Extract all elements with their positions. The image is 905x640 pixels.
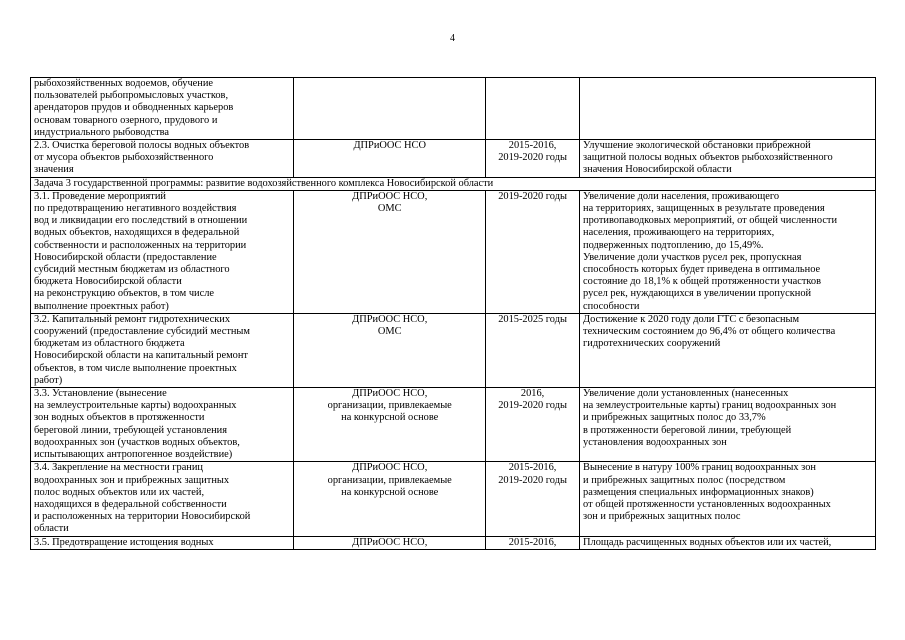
cell-line: по предотвращению негативного воздействия [34,203,237,215]
cell-line: 2015-2025 годы [498,313,567,325]
cell-line: ДПРиООС НСО, [352,388,428,400]
cell-line: в протяженности береговой линии, требующей [583,424,792,436]
cell-line: индустриального рыбоводства [34,126,170,138]
measure-cell [31,313,294,387]
cell-line: Площадь расчищенных водных объектов или их частей, [583,536,832,548]
period-cell [486,78,580,140]
period-cell [486,536,580,549]
cell-line: полос водных объектов или их частей, [34,486,205,498]
cell-line: бюджетам из областного бюджета [34,338,185,350]
cell-line: ОМС [377,326,402,338]
cell-line: на землеустроительные карты) водоохранных [34,400,237,412]
cell-line: на землеустроительные карты) границ водоохранных зон [583,400,837,412]
cell-line: 2015-2016, [508,140,557,152]
cell-line: водоохранных зон и прибрежных защитных [34,474,230,486]
table-row [31,536,876,549]
cell-line: организации, привлекаемые [327,400,452,412]
cell-line: 2019-2020 годы [498,400,567,412]
cell-line: 3.1. Проведение мероприятий [34,190,166,202]
period-cell [486,462,580,536]
executor-cell [294,462,486,536]
cell-line: Увеличение доли населения, проживающего [583,190,780,202]
measure-cell [31,78,294,140]
cell-line: Вынесение в натуру 100% границ водоохранных зон [583,462,816,474]
program-table [30,77,876,550]
cell-line: значения Новосибирской области [583,164,732,176]
table-row [31,462,876,536]
section-row [31,177,876,190]
cell-line: водоохранных зон (участков водных объектов, [34,436,240,448]
table-row [31,388,876,462]
cell-line: Достижение к 2020 году доли ГТС с безопасным [583,313,800,325]
cell-line: области [34,523,69,535]
cell-line: 2.3. Очистка береговой полосы водных объектов [34,140,250,152]
cell-line: субсидий местным бюджетам из областного [34,264,230,276]
result-cell [580,462,876,536]
cell-line: выполнение проектных работ) [34,300,169,312]
cell-line: ДПРиООС НСО, [352,190,428,202]
result-cell [580,388,876,462]
section-heading: Задача 3 государственной программы: развитие водохозяйственного комплекса Новосибирской области [31,177,876,190]
executor-cell [294,140,486,178]
table-row [31,313,876,387]
cell-line: находящихся в федеральной собственности [34,498,227,510]
period-cell [486,140,580,178]
cell-line: Увеличение доли установленных (нанесенных [583,388,789,400]
cell-line: и прибрежных защитных полос до 33,7% [583,412,766,424]
cell-line: значения [34,164,74,176]
cell-line: ОМС [377,203,402,215]
cell-line: основам товарного озерного, прудового и [34,114,218,126]
cell-line: способность которых будет приведена в оптимальное [583,264,821,276]
page-number: 4 [450,33,455,44]
table-row [31,140,876,178]
cell-line: организации, привлекаемые [327,474,452,486]
cell-line: 3.2. Капитальный ремонт гидротехнических [34,313,231,325]
table-body [31,78,876,550]
cell-line: Новосибирской области (предоставление [34,251,217,263]
result-cell [580,78,876,140]
period-cell [486,388,580,462]
cell-line: 3.3. Установление (вынесение [34,388,167,400]
cell-line: и расположенных на территории Новосибирской [34,511,251,523]
table-row [31,190,876,313]
cell-line: пользователей рыбопромысловых участков, [34,90,229,102]
cell-line: подверженных подтоплению, до 15,49%. [583,239,764,251]
executor-cell [294,190,486,313]
cell-line: и прибрежных защитных полос (посредством [583,474,786,486]
cell-line: арендаторов прудов и обводненных карьеров [34,102,234,114]
cell-line: населения, проживающего на территориях, [583,227,775,239]
cell-line: на конкурсной основе [341,412,439,424]
cell-line: русел рек, нуждающихся в увеличении пропускной [583,288,812,300]
cell-line: противопаводковых мероприятий, от общей численности [583,215,838,227]
measure-cell [31,536,294,549]
cell-line: установления водоохранных зон [583,436,727,448]
executor-cell [294,313,486,387]
measure-cell [31,388,294,462]
cell-line: техническим состоянием до 96,4% от общего количества [583,326,836,338]
cell-line: от общей протяженности установленных водоохранных [583,498,831,510]
result-cell [580,140,876,178]
cell-line: на реконструкцию объектов, в том числе [34,288,215,300]
cell-line: 2016, [520,388,545,400]
result-cell [580,313,876,387]
cell-line: рыбохозяйственных водоемов, обучение [34,78,214,89]
cell-line: 3.4. Закрепление на местности границ [34,462,203,474]
cell-line: испытывающих антропогенное воздействие) [34,449,233,461]
cell-line: объектов, в том числе выполнение проектных [34,362,237,374]
cell-line: зон водных объектов в протяженности [34,412,205,424]
cell-line: 2019-2020 годы [498,474,567,486]
cell-line: Увеличение доли участков русел рек, пропускная [583,251,802,263]
cell-line: 2019-2020 годы [498,152,567,164]
result-cell [580,536,876,549]
measure-cell [31,462,294,536]
cell-line: 3.5. Предотвращение истощения водных [34,536,214,548]
cell-line: работ) [34,374,63,386]
cell-line: 2015-2016, [508,536,557,548]
cell-line: на конкурсной основе [341,486,439,498]
executor-cell [294,536,486,549]
table-row [31,78,876,140]
cell-line: способности [583,300,640,312]
cell-line: водных объектов, находящихся в федеральной [34,227,240,239]
measure-cell [31,140,294,178]
cell-line: вод и ликвидации его последствий в отношении [34,215,248,227]
cell-line: ДПРиООС НСО, [352,462,428,474]
cell-line: Улучшение экологической обстановки прибрежной [583,140,811,152]
cell-line: сооружений (предоставление субсидий местным [34,326,250,338]
period-cell [486,190,580,313]
cell-line: ДПРиООС НСО [353,140,426,152]
cell-line: защитной полосы водных объектов рыбохозяйственного [583,152,833,164]
cell-line: береговой линии, требующей установления [34,424,227,436]
cell-line: ДПРиООС НСО, [352,313,428,325]
cell-line: гидротехнических сооружений [583,338,721,350]
measure-cell [31,190,294,313]
period-cell [486,313,580,387]
cell-line: зон и прибрежных защитных полос [583,511,741,523]
cell-line: от мусора объектов рыбохозяйственного [34,152,214,164]
executor-cell [294,388,486,462]
cell-line: 2015-2016, [508,462,557,474]
cell-line: размещения специальных информационных знаков) [583,486,814,498]
result-cell [580,190,876,313]
cell-line: ДПРиООС НСО, [352,536,428,548]
cell-line: собственности и расположенных на территории [34,239,247,251]
cell-line: 2019-2020 годы [498,190,567,202]
cell-line: на территориях, защищенных в результате проведения [583,203,825,215]
cell-line: бюджета Новосибирской области [34,276,182,288]
cell-line: состояние до 18,1% к общей протяженности участков [583,276,821,288]
executor-cell [294,78,486,140]
cell-line: Новосибирской области на капитальный ремонт [34,350,248,362]
